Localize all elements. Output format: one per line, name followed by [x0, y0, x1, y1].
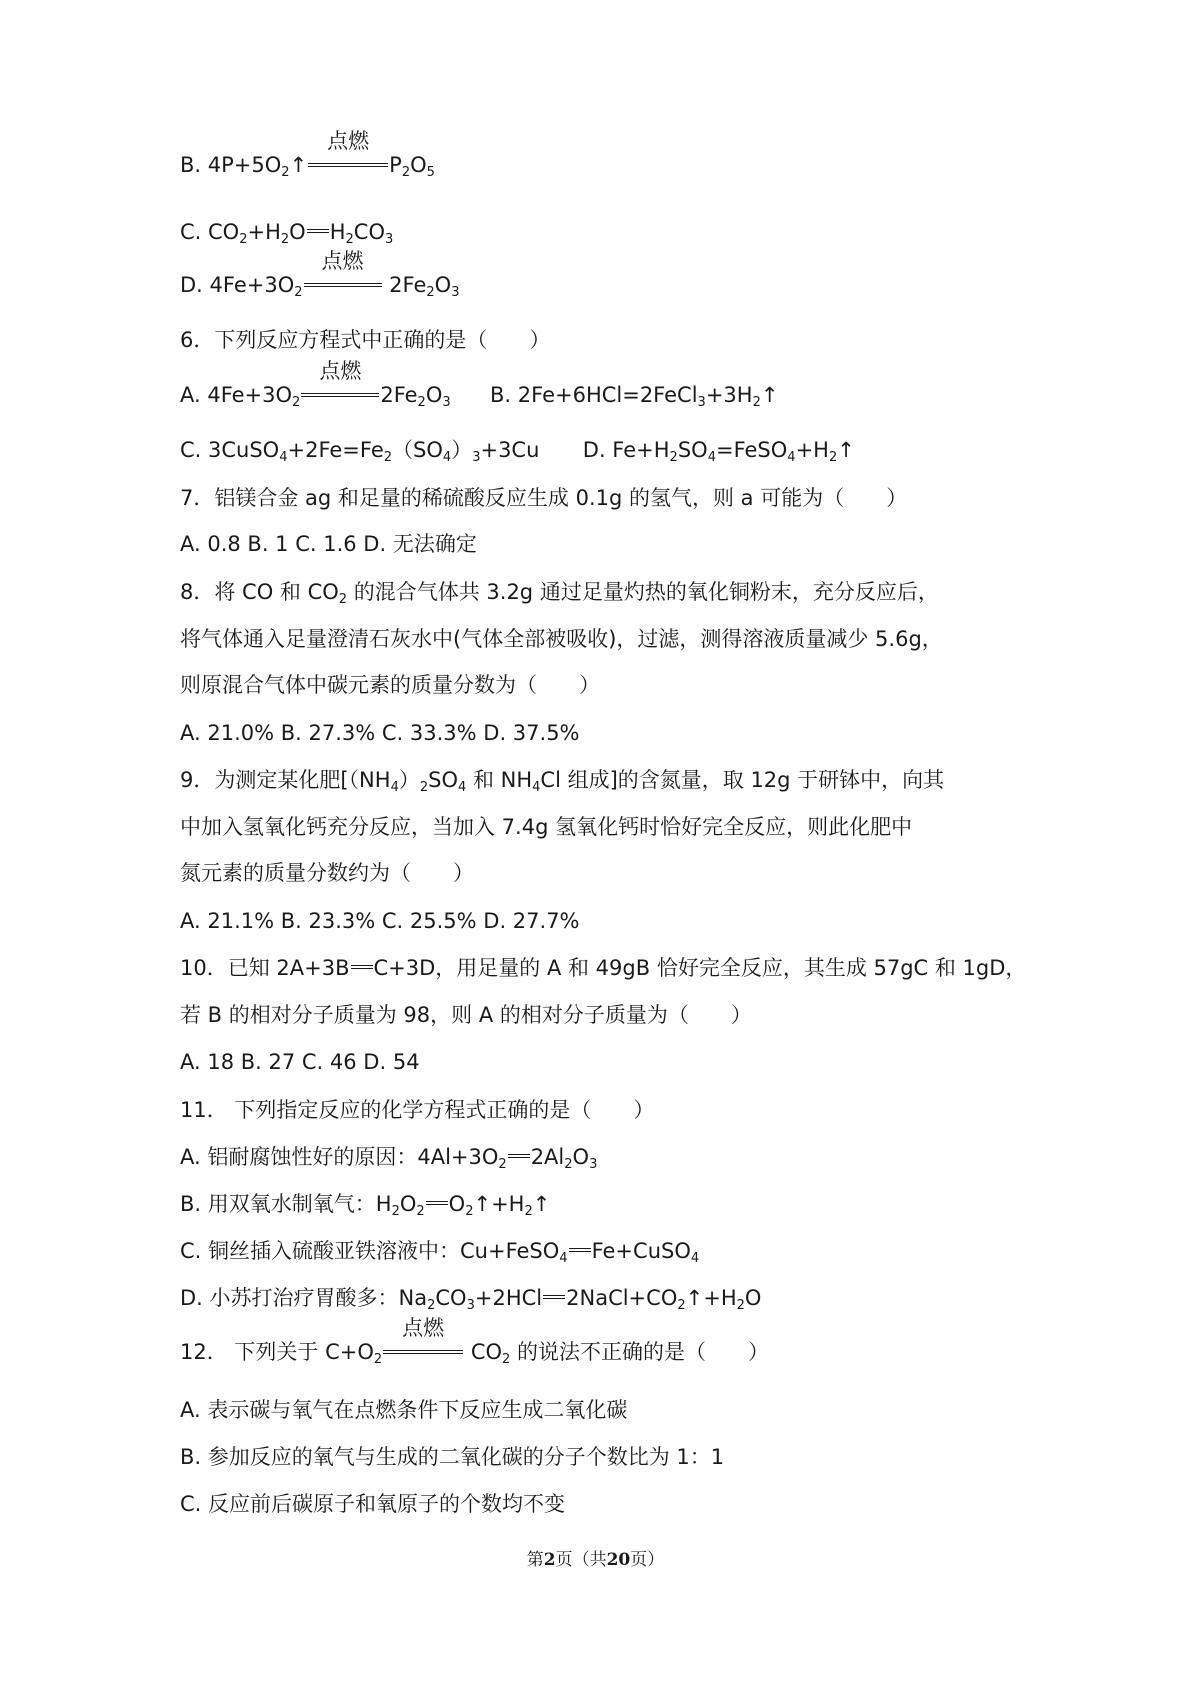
q10-options: A. 18 B. 27 C. 46 D. 54: [180, 1050, 420, 1074]
question-8-line-1: 8．将 CO 和 $CO_2$ 的混合气体共 3.2g 通过足量灼热的氧化铜粉末，充分反应后，: [180, 580, 939, 607]
q9-options: A. 21.1% B. 23.3% C. 25.5% D. 27.7%: [180, 909, 580, 933]
q5-option-b: B. $4P+5O_2↑$ 点燃 $P_2O_5$: [180, 129, 435, 180]
question-6: 6．下列反应方程式中正确的是（ ）: [180, 328, 551, 352]
q7-options: A. 0.8 B. 1 C. 1.6 D. 无法确定: [180, 532, 477, 556]
question-9-line-1: 9．为测定某化肥[$(NH_4)_2SO_4$ 和 $NH_4Cl$ 组成]的含氮量，取 12g 于研钵中，向其: [180, 768, 945, 795]
q11-option-d: D. 小苏打治疗胃酸多：$Na_2CO_3+2HCl$ $2NaCl+CO_2↑+H_2O$: [180, 1286, 762, 1313]
question-12: 12． 下列关于 $C+O_2$ 点燃 $CO_2$ 的说法不正确的是（ ）: [180, 1316, 769, 1367]
reaction-condition-arrow: 点燃: [308, 150, 388, 180]
question-11: 11． 下列指定反应的化学方程式正确的是（ ）: [180, 1098, 655, 1122]
q5-option-c: C. $CO_2+H_2O$ $H_2CO_3$: [180, 220, 394, 247]
q12-option-a: A. 表示碳与氧气在点燃条件下反应生成二氧化碳: [180, 1398, 628, 1422]
reaction-condition-arrow: 点燃: [383, 1337, 463, 1367]
q8-options: A. 21.0% B. 27.3% C. 33.3% D. 37.5%: [180, 721, 580, 745]
question-10-line-1: 10．已知 2A+3B C+3D，用足量的 A 和 49gB 恰好完全反应，其生成 57gC 和 1gD，: [180, 956, 1027, 980]
q5-option-d: D. $4Fe+3O_2$ 点燃 $2Fe_2O_3$: [180, 249, 460, 300]
question-8-line-3: 则原混合气体中碳元素的质量分数为（ ）: [180, 673, 600, 697]
question-10-line-2: 若 B 的相对分子质量为 98，则 A 的相对分子质量为（ ）: [180, 1003, 752, 1027]
q12-option-b: B. 参加反应的氧气与生成的二氧化碳的分子个数比为 1：1: [180, 1445, 725, 1469]
question-8-line-2: 将气体通入足量澄清石灰水中(气体全部被吸收)，过滤，测得溶液质量减少 5.6g，: [180, 627, 943, 651]
q11-option-b: B. 用双氧水制氧气：$H_2O_2$ $O_2↑+H_2↑$: [180, 1192, 551, 1219]
q11-option-c: C. 铜丝插入硫酸亚铁溶液中：Cu+FeSO$_4$ Fe+CuSO$_4$: [180, 1239, 700, 1266]
reaction-condition-arrow: 点燃: [301, 380, 379, 410]
question-7: 7．铝镁合金 ag 和足量的稀硫酸反应生成 0.1g 的氢气，则 a 可能为（ ）: [180, 486, 908, 510]
reaction-condition-arrow: 点燃: [304, 270, 382, 300]
q12-option-c: C. 反应前后碳原子和氧原子的个数均不变: [180, 1492, 566, 1516]
question-9-line-2: 中加入氢氧化钙充分反应，当加入 7.4g 氢氧化钙时恰好完全反应，则此化肥中: [180, 815, 913, 839]
page-footer: 第2页（共20页）: [526, 1550, 665, 1570]
question-9-line-3: 氮元素的质量分数约为（ ）: [180, 861, 474, 885]
q11-option-a: A. 铝耐腐蚀性好的原因：$4Al+3O_2$ $2Al_2O_3$: [180, 1145, 598, 1172]
q6-options-cd: C. $3CuSO_4+2Fe=Fe_2(SO_4)_3+3Cu$ D. $Fe+H_2SO_4=FeSO_4+H_2↑$: [180, 438, 855, 465]
q6-options-ab: A. $4Fe+3O_2$ 点燃 $2Fe_2O_3$ B. $2Fe+6HCl=2FeCl_3+3H_2↑$: [180, 359, 779, 410]
